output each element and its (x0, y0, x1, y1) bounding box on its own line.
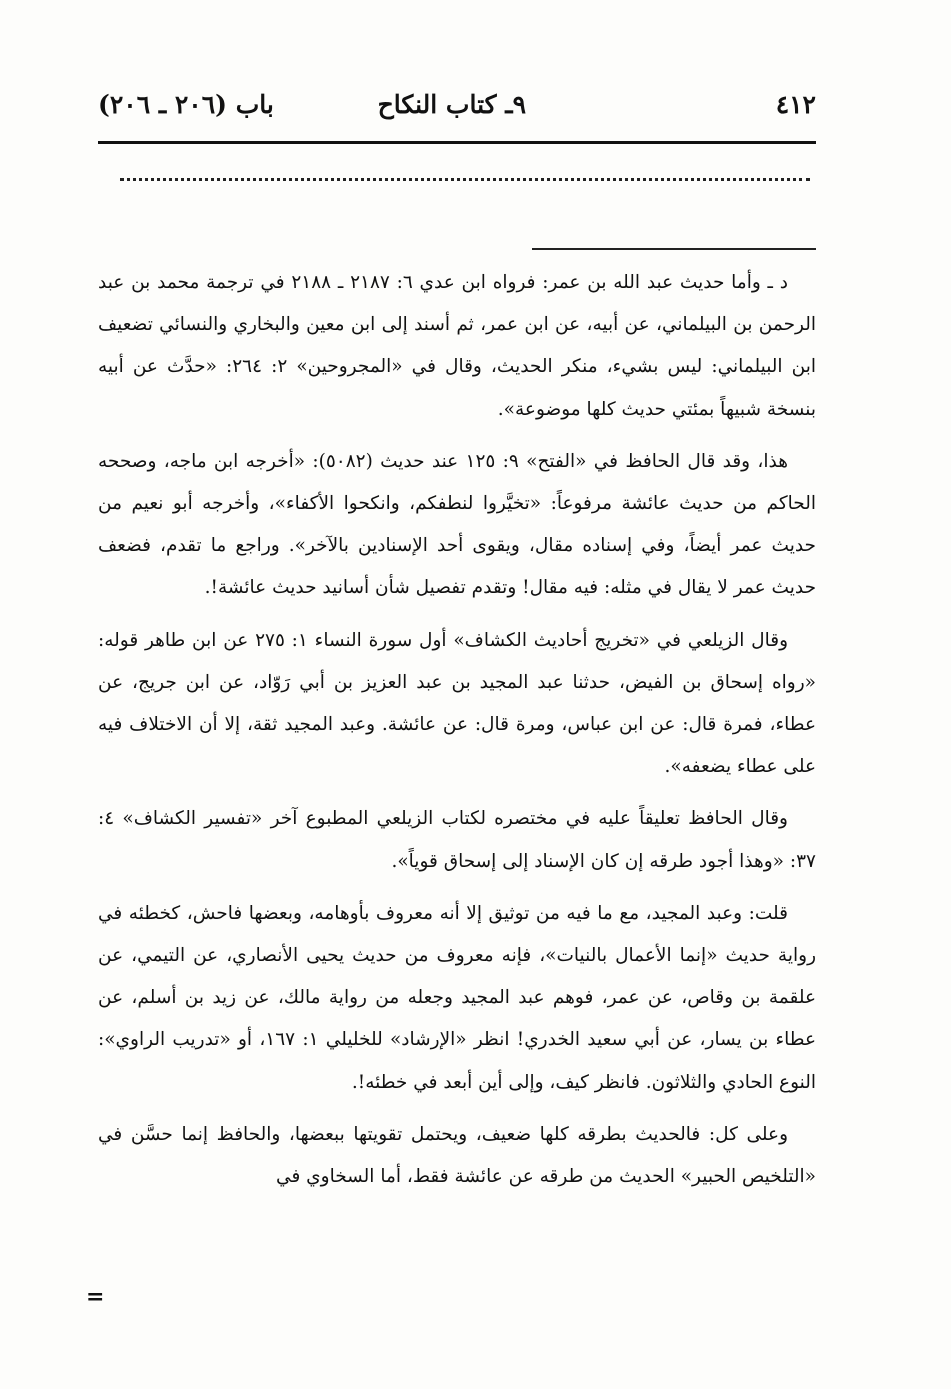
chapter-title: ٩ـ كتاب النكاح (377, 90, 526, 119)
section-label: باب (٢٠٦ ـ ٢٠٦) (98, 90, 274, 119)
continuation-mark: = (86, 1284, 105, 1310)
header-rule (98, 141, 816, 144)
paragraph: وقال الحافظ تعليقاً عليه في مختصره لكتاب الزيلعي المطبوع آخر «تفسير الكشاف» ٤: ٣٧: «وهذا أجود طرقه إن كان الإسناد إلى إسحاق قوياً». (98, 808, 816, 872)
paragraph: وقال الزيلعي في «تخريج أحاديث الكشاف» أول سورة النساء ١: ٢٧٥ عن ابن طاهر قوله: «رواه إسحاق بن الفيض، حدثنا عبد المجيد بن عبد العزيز بن أبي رَوّاد، عن ابن جريج، عن عطاء، فمرة قال: عن ابن عباس، ومرة قال: عن عائشة. وعبد المجيد ثقة، إلا أن الاختلاف فيه على عطاء يضعفه». (98, 629, 816, 778)
dotted-separator (120, 178, 810, 181)
paragraph: د ـ وأما حديث عبد الله بن عمر: فرواه ابن عدي ٦: ٢١٨٧ ـ ٢١٨٨ في ترجمة محمد بن عبد الرحمن بن البيلماني، عن أبيه، عن ابن عمر، ثم أسند إلى ابن معين والبخاري والنسائي تضعيف ابن البيلماني: ليس بشيء، منكر الحديث، وقال في «المجروحين» ٢: ٢٦٤: «حدَّث عن أبيه بنسخة شبيهاً بمئتي حديث كلها موضوعة». (98, 272, 816, 420)
footnote-rule (532, 248, 816, 250)
running-header (98, 86, 816, 134)
page-number: ٤١٢ (775, 90, 816, 119)
paragraph: وعلى كل: فالحديث بطرقه كلها ضعيف، ويحتمل تقويتها ببعضها، والحافظ إنما حسَّن في «التلخيص الحبير» الحديث من طرقه عن عائشة فقط، أما السخاوي في (98, 1123, 816, 1188)
paragraph: هذا، وقد قال الحافظ في «الفتح» ٩: ١٢٥ عند حديث (٥٠٨٢): «أخرجه ابن ماجه، وصححه الحاكم من حديث عائشة مرفوعاً: «تخيَّروا لنطفكم، وانكحوا الأكفاء»، وأخرجه أبو نعيم من حديث عمر أيضاً، وفي إسناده مقال، ويقوى أحد الإسنادين بالآخر». وراجع ما تقدم، فضعف حديث عمر لا يقال في مثله: فيه مقال! وتقدم تفصيل شأن أسانيد حديث عائشة!. (98, 450, 816, 599)
footnote-body (98, 262, 816, 1208)
paragraph: قلت: وعبد المجيد، مع ما فيه من توثيق إلا أنه معروف بأوهامه، وبعضها فاحش، كخطئه في رواية حديث «إنما الأعمال بالنيات»، فإنه معروف من حديث يحيى الأنصاري، عن التيمي، عن علقمة بن وقاص، عن عمر، فوهم عبد المجيد وجعله من رواية مالك، عن زيد بن أسلم، عن عطاء بن يسار، عن أبي سعيد الخدري! انظر «الإرشاد» للخليلي ١: ١٦٧، أو «تدريب الراوي»: النوع الحادي والثلاثون. فانظر كيف، وإلى أين أبعد في خطئه!. (98, 902, 817, 1093)
